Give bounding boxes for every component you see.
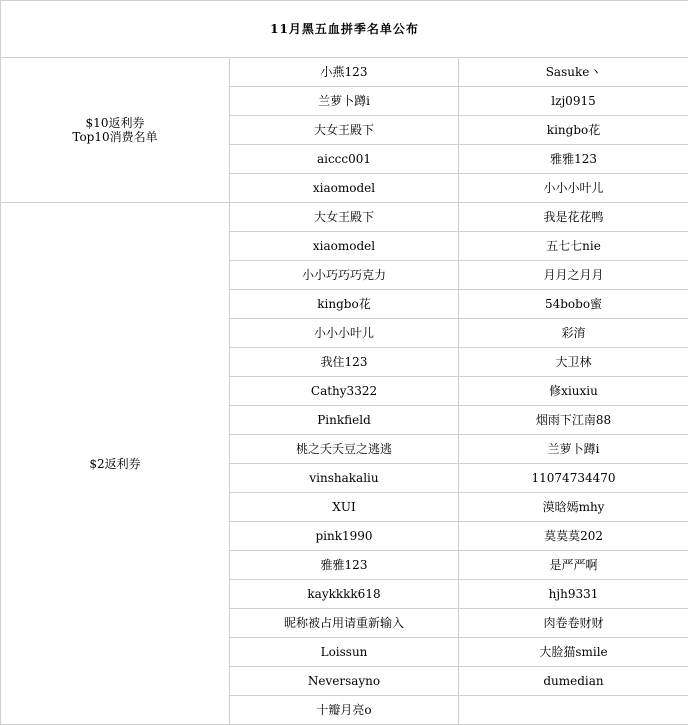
winner-name-left: 小小巧巧巧克力 bbox=[230, 261, 459, 290]
winner-name-right: 兰萝卜蹲i bbox=[459, 435, 688, 464]
winner-name-left: 兰萝卜蹲i bbox=[230, 87, 459, 116]
reward-sublabel: Top10消费名单 bbox=[72, 130, 158, 144]
winner-name-left: kingbo花 bbox=[230, 290, 459, 319]
winner-name-right: 五七七nie bbox=[459, 232, 688, 261]
winner-name-right: 肉卷卷财财 bbox=[459, 609, 688, 638]
winner-name-left: XUI bbox=[230, 493, 459, 522]
winner-name-left: 昵称被占用请重新输入 bbox=[230, 609, 459, 638]
winner-name-right: 修xiuxiu bbox=[459, 377, 688, 406]
winner-name-right: hjh9331 bbox=[459, 580, 688, 609]
winner-name-left: Cathy3322 bbox=[230, 377, 459, 406]
reward-label: $10返利券 bbox=[85, 116, 145, 130]
winner-name-left: 小燕123 bbox=[230, 58, 459, 87]
winner-name-left: Loissun bbox=[230, 638, 459, 667]
winner-name-left: 十瓣月亮o bbox=[230, 696, 459, 725]
winner-name-right: 烟雨下江南88 bbox=[459, 406, 688, 435]
winner-name-right: 我是花花鸭 bbox=[459, 203, 688, 232]
winner-name-right: 大脸猫smile bbox=[459, 638, 688, 667]
winner-name-right: 11074734470 bbox=[459, 464, 688, 493]
winner-name-left: 桃之夭夭豆之逃逃 bbox=[230, 435, 459, 464]
winner-name-left: xiaomodel bbox=[230, 174, 459, 203]
winner-name-left: kaykkkk618 bbox=[230, 580, 459, 609]
winner-name-left: Neversayno bbox=[230, 667, 459, 696]
table-row bbox=[1, 203, 688, 232]
winner-name-right: 大卫林 bbox=[459, 348, 688, 377]
winner-name-left: 我住123 bbox=[230, 348, 459, 377]
winner-name-left: 大女王殿下 bbox=[230, 116, 459, 145]
winner-name-right bbox=[459, 696, 688, 725]
winner-name-right: 小小小叶儿 bbox=[459, 174, 688, 203]
winner-name-right: dumedian bbox=[459, 667, 688, 696]
winner-name-left: xiaomodel bbox=[230, 232, 459, 261]
winner-name-right: 雅雅123 bbox=[459, 145, 688, 174]
winner-name-left: vinshakaliu bbox=[230, 464, 459, 493]
winner-name-left: 小小小叶儿 bbox=[230, 319, 459, 348]
winner-name-right: 彩淯 bbox=[459, 319, 688, 348]
winner-name-right: 漠晗嫣mhy bbox=[459, 493, 688, 522]
winner-name-right: 月月之月月 bbox=[459, 261, 688, 290]
winner-name-right: lzj0915 bbox=[459, 87, 688, 116]
winner-name-left: pink1990 bbox=[230, 522, 459, 551]
reward-group-label bbox=[1, 203, 230, 725]
winner-name-right: 是严严啊 bbox=[459, 551, 688, 580]
table-row bbox=[1, 58, 688, 87]
reward-label: $2返利券 bbox=[89, 456, 141, 471]
winner-name-left: 大女王殿下 bbox=[230, 203, 459, 232]
title-row bbox=[1, 1, 688, 58]
winner-name-left: aiccc001 bbox=[230, 145, 459, 174]
winner-name-right: Sasuke丶 bbox=[459, 58, 688, 87]
winner-name-right: kingbo花 bbox=[459, 116, 688, 145]
page-title: 11月黑五血拼季名单公布 bbox=[1, 1, 688, 58]
winner-name-right: 54bobo蜜 bbox=[459, 290, 688, 319]
winner-name-right: 莫莫莫202 bbox=[459, 522, 688, 551]
winner-name-left: Pinkfield bbox=[230, 406, 459, 435]
winner-name-left: 雅雅123 bbox=[230, 551, 459, 580]
reward-group-label bbox=[1, 58, 230, 203]
